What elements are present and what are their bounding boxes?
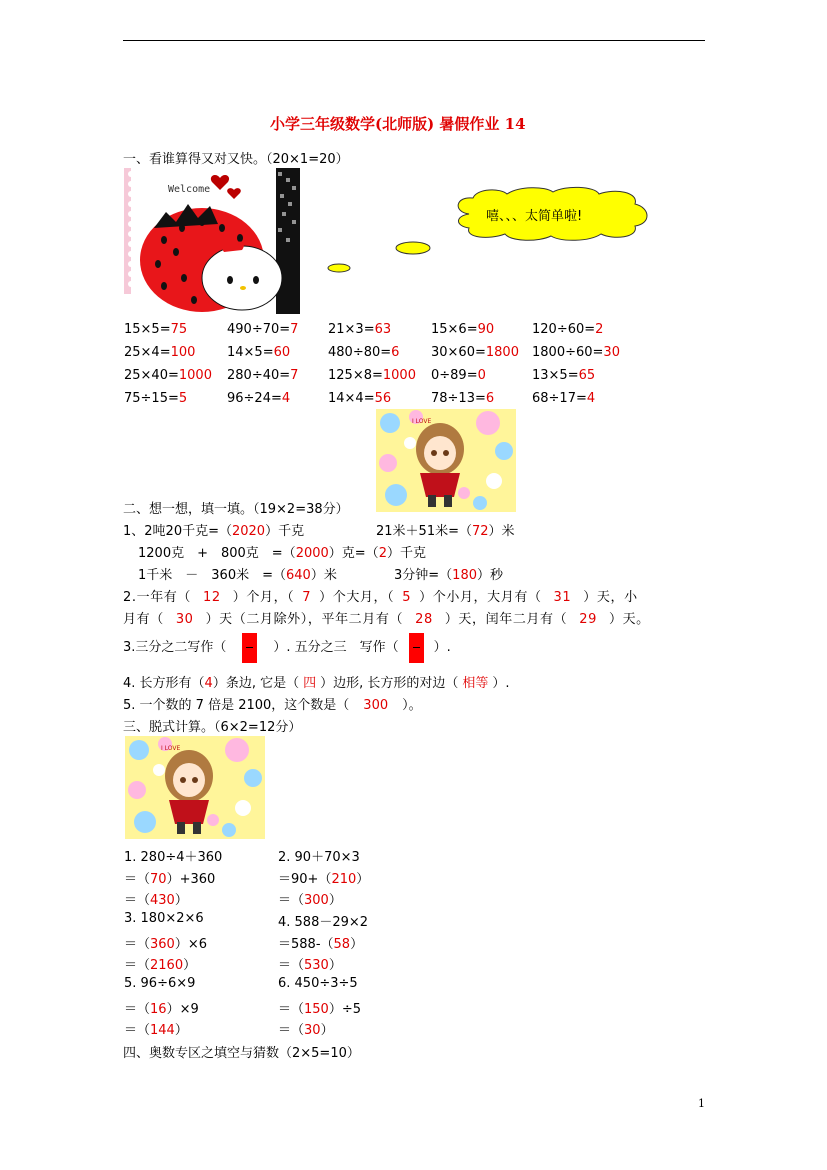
calc-text: ＝588-（ [278, 936, 334, 952]
calc-text: ＝（ [278, 958, 305, 973]
calc-question [124, 911, 204, 926]
calc-answer: 2160 [150, 958, 184, 973]
section1-heading: 一、看谁算得又对又快。（20×1=20） [123, 152, 349, 167]
q2-line2: 月有（ 30 ）天（二月除外），平年二月有（ 28 ）天，闰年二月有（ 29 ）天。 [123, 612, 650, 627]
header-rule [123, 40, 705, 41]
problem-question: 14×5= [227, 345, 274, 360]
q1-line1-right: 21米＋51米=（72）米 [376, 524, 515, 539]
welcome-text: Welcome [168, 184, 211, 195]
calc-step [278, 998, 361, 1017]
calc-question [278, 846, 360, 865]
calc-text: ）×6 [174, 936, 208, 952]
math-problem [227, 391, 290, 406]
bubble-text: 嘻、、、太简单啦! [486, 209, 583, 224]
calc-text: ） [328, 893, 342, 908]
problem-answer: 7 [290, 322, 299, 337]
problem-answer: 60 [273, 345, 291, 360]
answer: 7 [302, 590, 312, 605]
calc-question [278, 911, 368, 930]
calc-text: 3. 180×2×6 [124, 911, 204, 926]
problem-answer: 5 [178, 391, 188, 406]
answer: 28 [415, 612, 433, 627]
fraction-answer-box [409, 633, 424, 663]
math-problem [431, 345, 519, 360]
q2-line1: 2.一年有（ 12 ）个月，（ 7 ）个大月，（ 5 ）个小月，大月有（ 31 ）天，小 [123, 590, 638, 605]
calc-answer: 430 [150, 893, 175, 908]
math-problem [124, 345, 195, 360]
strawberry-kitty-image [124, 168, 300, 314]
math-problem [227, 322, 298, 337]
calc-answer: 150 [304, 1001, 329, 1017]
calc-step [124, 1019, 188, 1038]
calc-text: ＝（ [124, 958, 151, 973]
anime-girl-image-2 [125, 736, 265, 839]
math-problem [431, 391, 494, 406]
math-problem [431, 368, 486, 383]
calc-answer: 16 [150, 1001, 167, 1017]
calc-text: ＝（ [278, 1023, 305, 1038]
calc-text: 2. 90＋70×3 [278, 850, 360, 865]
q3-line: 3.三分之二写作（ ）. 五分之三 写作（ ）. [123, 630, 451, 666]
calc-text: ） [350, 936, 364, 952]
calc-step [278, 868, 369, 887]
math-problem [532, 322, 603, 337]
problem-question: 14×4= [328, 391, 375, 406]
calc-answer: 144 [150, 1023, 175, 1038]
calc-answer: 30 [304, 1023, 321, 1038]
answer: 31 [553, 590, 572, 605]
problem-question: 125×8= [328, 368, 383, 383]
problem-question: 68÷17= [532, 391, 587, 406]
calc-step [278, 1019, 334, 1038]
problem-question: 30×60= [431, 345, 486, 360]
math-problem [328, 345, 399, 360]
q4-line: 4. 长方形有（4）条边, 它是（ 四 ）边形, 长方形的对边（ 相等 ）. [123, 676, 510, 691]
section2-heading: 二、想一想，填一填。（19×2=38分） [123, 502, 349, 517]
math-problem [328, 368, 416, 383]
problem-question: 120÷60= [532, 322, 596, 337]
calc-text: ＝（ [124, 893, 151, 908]
q1-line3-right: 3分钟=（180）秒 [394, 568, 504, 583]
q5-line: 5. 一个数的 7 倍是 2100，这个数是（ 300 ）。 [123, 698, 422, 713]
calc-answer: 360 [150, 936, 175, 952]
calc-text: ＝（ [278, 1001, 305, 1017]
answer: 12 [203, 590, 221, 605]
problem-answer: 6 [485, 391, 495, 406]
problem-answer: 65 [578, 368, 596, 383]
svg-text:I LOVE: I LOVE [161, 745, 181, 752]
answer: 29 [579, 612, 597, 627]
math-problem [227, 345, 290, 360]
section4-heading: 四、奥数专区之填空与猜数（2×5=10） [123, 1046, 360, 1061]
answer: 300 [363, 698, 389, 713]
calc-text: ） [174, 893, 188, 908]
answer: 4 [204, 676, 213, 691]
calc-step [124, 889, 188, 908]
calc-question [124, 976, 195, 991]
calc-text: 5. 96÷6×9 [124, 976, 196, 991]
problem-answer: 75 [170, 322, 188, 337]
problem-question: 15×6= [431, 322, 478, 337]
math-problem [124, 391, 187, 406]
problem-question: 490÷70= [227, 322, 291, 337]
calc-answer: 530 [304, 958, 329, 973]
problem-answer: 100 [170, 345, 196, 360]
answer: 相等 [462, 676, 489, 691]
thought-dot-medium [394, 241, 432, 255]
anime-girl-image-1 [376, 409, 516, 512]
calc-text: ）×9 [166, 1001, 199, 1017]
calc-question [278, 976, 358, 991]
svg-text:I LOVE: I LOVE [412, 418, 432, 425]
math-problem [532, 368, 595, 383]
calc-question [124, 846, 222, 865]
calc-text: ＝（ [124, 871, 151, 887]
calc-text: ＝（ [278, 893, 305, 908]
calc-text: ＝（ [124, 1001, 151, 1017]
math-problem [124, 368, 212, 383]
calc-text: ） [174, 1023, 188, 1038]
problem-answer: 30 [603, 345, 620, 360]
calc-answer: 70 [150, 871, 167, 887]
calc-answer: 210 [331, 871, 357, 887]
problem-answer: 4 [586, 391, 596, 406]
answer: 5 [402, 590, 412, 605]
calc-step [124, 998, 199, 1017]
calc-text: ） [356, 871, 370, 887]
problem-question: 15×5= [124, 322, 171, 337]
problem-question: 25×4= [124, 345, 171, 360]
problem-answer: 56 [374, 391, 392, 406]
problem-answer: 7 [290, 368, 299, 383]
problem-question: 0÷89= [431, 368, 478, 383]
q1-line2: 1200克 + 800克 =（2000）克=（2）千克 [138, 546, 426, 561]
problem-answer: 90 [477, 322, 495, 337]
problem-question: 1800÷60= [532, 345, 604, 360]
calc-answer: 58 [333, 936, 351, 952]
problem-answer: 6 [391, 345, 400, 360]
problem-answer: 1000 [178, 368, 212, 383]
problem-answer: 0 [477, 368, 486, 383]
math-problem [532, 345, 620, 360]
problem-question: 96÷24= [227, 391, 282, 406]
calc-text: ＝（ [124, 936, 151, 952]
problem-answer: 63 [374, 322, 392, 337]
calc-step [124, 933, 207, 952]
answer: 四 [303, 676, 317, 691]
problem-answer: 1800 [485, 345, 519, 360]
math-problem [328, 391, 391, 406]
calc-text: ）÷5 [328, 1001, 362, 1017]
problem-question: 25×40= [124, 368, 179, 383]
calc-step [124, 868, 215, 887]
math-problem [124, 322, 187, 337]
calc-step [278, 889, 342, 908]
problem-question: 480÷80= [328, 345, 392, 360]
calc-text: ） [320, 1023, 334, 1038]
q1-line3-left: 1千米 － 360米 =（640）米 [138, 568, 337, 583]
calc-text: ）+360 [166, 871, 216, 887]
calc-step [124, 954, 196, 973]
calc-text: ） [183, 958, 197, 973]
answer: 30 [175, 612, 194, 627]
answer: 2000 [295, 546, 329, 561]
calc-text: ＝90+（ [278, 871, 332, 887]
speech-bubble [449, 186, 653, 242]
section3-heading: 三、脱式计算。（6×2=12分） [123, 720, 302, 735]
math-problem [328, 322, 391, 337]
problem-answer: 4 [281, 391, 291, 406]
problem-question: 280÷40= [227, 368, 291, 383]
problem-question: 75÷15= [124, 391, 179, 406]
calc-text: ＝（ [124, 1023, 151, 1038]
calc-text: 1. 280÷4＋360 [124, 850, 223, 865]
calc-text: 6. 450÷3÷5 [278, 976, 358, 991]
answer: 2 [378, 546, 387, 561]
page-number: 1 [698, 1097, 705, 1110]
problem-question: 78÷13= [431, 391, 486, 406]
problem-answer: 2 [595, 322, 604, 337]
calc-text: ） [328, 958, 342, 973]
math-problem [532, 391, 595, 406]
problem-question: 13×5= [532, 368, 579, 383]
problem-question: 21×3= [328, 322, 375, 337]
page-title: 小学三年级数学(北师版) 暑假作业 14 [270, 115, 526, 133]
calc-step [278, 933, 363, 952]
thought-dot-small [326, 262, 352, 272]
math-problem [431, 322, 494, 337]
answer: 2020 [231, 524, 266, 539]
answer: 72 [471, 524, 489, 539]
fraction-answer-box [242, 633, 257, 663]
problem-answer: 1000 [382, 368, 416, 383]
calc-step [278, 954, 342, 973]
q1-line1-left: 1、2吨20千克=（2020）千克 [123, 524, 305, 539]
calc-text: 4. 588－29×2 [278, 915, 369, 930]
answer: 180 [452, 568, 477, 583]
answer: 640 [285, 568, 311, 583]
math-problem [227, 368, 298, 383]
calc-answer: 300 [304, 893, 329, 908]
